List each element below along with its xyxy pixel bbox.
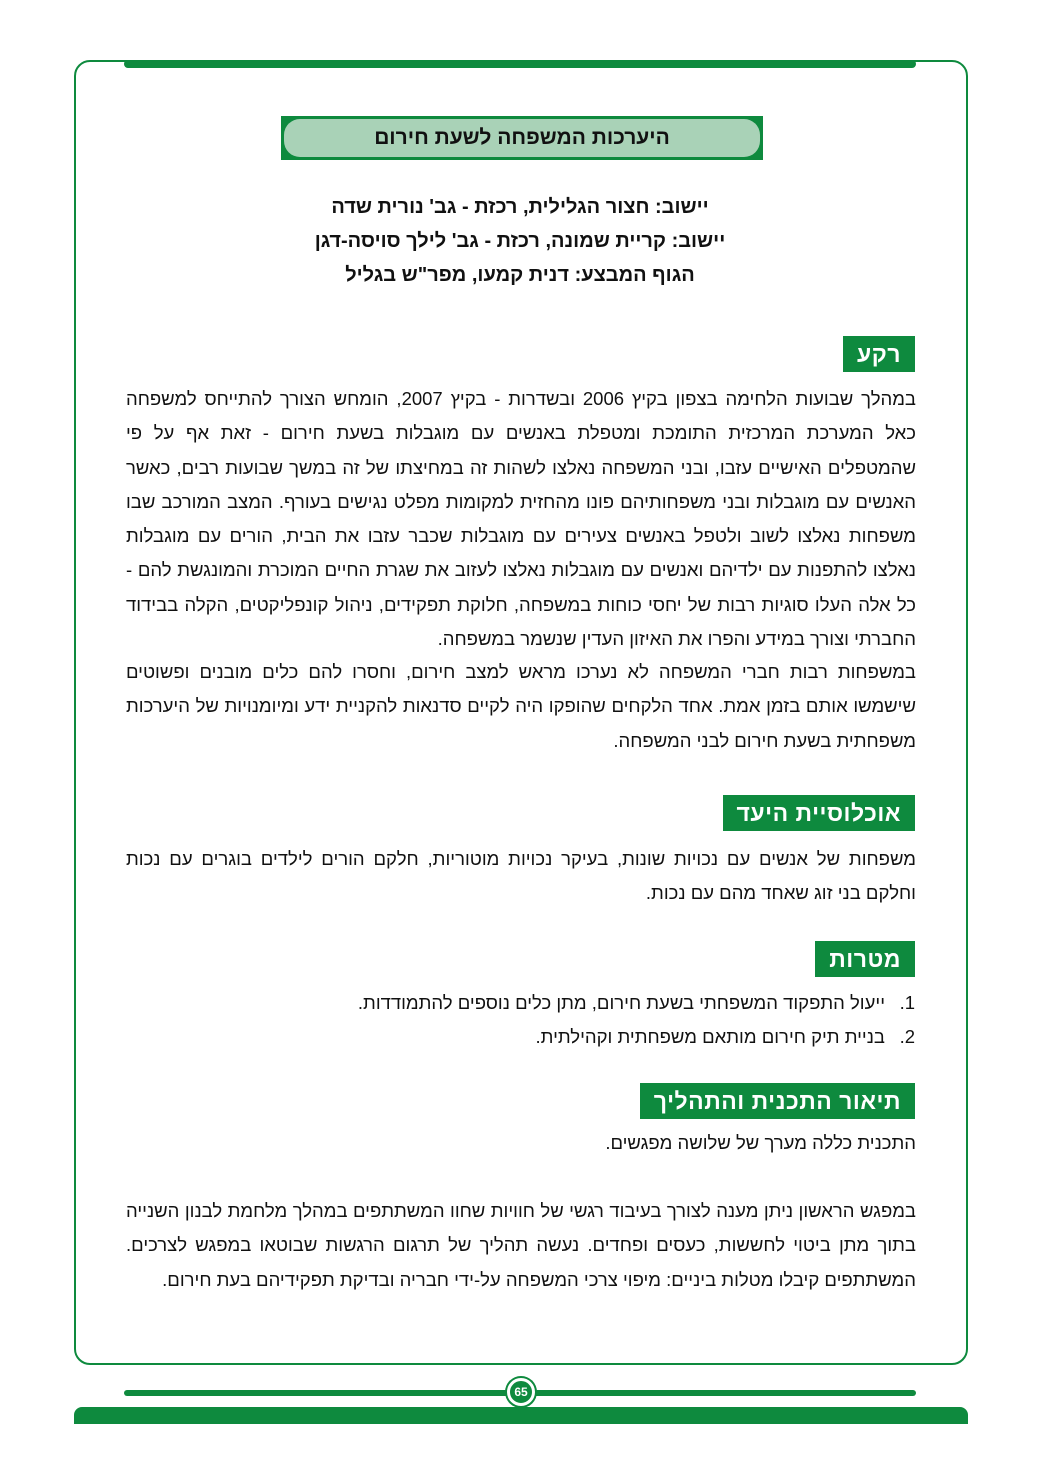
background-paragraph-2: במשפחות רבות חברי המשפחה לא נערכו מראש למצב חירום, וחסרו להם כלים מובנים ופשוטים שישמשו אותם בזמן אמת. אחד הלקחים שהופקו היה לקיים סדנאות להקניית ידע ומיומנויות של היערכות משפחתית בשעת חירום לבני המשפחה. <box>126 661 916 751</box>
list-item <box>125 986 915 1020</box>
credits-block <box>150 190 890 292</box>
section-heading-goals: מטרות <box>815 941 915 977</box>
top-decorative-bar <box>124 60 916 68</box>
title-banner <box>281 116 763 160</box>
target-paragraph: משפחות של אנשים עם נכויות שונות, בעיקר נכויות מוטוריות, חלקם הורים לילדים בוגרים עם נכות וחלקם בני זוג שאחד מהם עם נכות. <box>126 848 916 904</box>
background-paragraph-1: במהלך שבועות הלחימה בצפון בקיץ 2006 ובשדרות - בקיץ 2007, הומחש הצורך להתייחס למשפחה כאל המערכת המרכזית התומכת ומטפלת באנשים עם מוגבלות בשעת חירום - זאת אף על פי שהמטפלים האישיים עזבו, ובני המשפחה נאלצו לשהות זה במחיצתו של זה במשך שבועות רבים, כאשר האנשים עם מוגבלות ובני משפחותיהם פונו מהחזית למקומות מפלט נגישים בעורף. המצב המורכב שבו משפחות נאלצו לשוב ולטפל באנשים צעירים עם מוגבלות שכבר עזבו את הבית, הורים עם מוגבלות נאלצו להתפנות עם ילדיהם ואנשים עם מוגבלות נאלצו לעזוב את שגרת החיים המוכרת והמונגשת להם - כל אלה העלו סוגיות רבות של יחסי כוחות במשפחה, חלוקת תפקידים, ניהול קונפליקטים, הקלה בבידוד החברתי וצורך במידע והפרו את האיזון העדין שנשמר במשפחה. <box>126 388 916 650</box>
list-item-number: 2. <box>899 1026 915 1047</box>
page-number: 65 <box>507 1378 535 1406</box>
credit-line: יישוב: חצור הגלילית, רכזת - גב' נורית שדה <box>331 196 709 218</box>
list-item-number: 1. <box>899 992 915 1013</box>
credit-line: יישוב: קריית שמונה, רכזת - גב' לילך סויסה-דגן <box>314 230 726 252</box>
section-heading-program: תיאור התכנית והתהליך <box>640 1083 915 1119</box>
section-heading-background: רקע <box>843 336 915 372</box>
list-item-text: ייעול התפקוד המשפחתי בשעת חירום, מתן כלים נוספים להתמודדות. <box>357 992 885 1013</box>
bottom-decorative-band <box>74 1407 968 1424</box>
goals-list <box>125 986 915 1054</box>
list-item <box>125 1020 915 1054</box>
list-item-text: בניית תיק חירום מותאם משפחתית וקהילתית. <box>535 1026 885 1047</box>
credit-line: הגוף המבצע: דנית קמעו, מפר"ש בגליל <box>345 264 695 286</box>
program-intro: התכנית כללה מערך של שלושה מפגשים. <box>605 1132 916 1153</box>
section-heading-target: אוכלוסיית היעד <box>723 795 915 831</box>
program-paragraph: במפגש הראשון ניתן מענה לצורך בעיבוד רגשי של חוויות שחוו המשתתפים במהלך מלחמת לבנון השנייה בתוך מתן ביטוי לחששות, כעסים ופחדים. נעשה תהליך של תרגום הרגשות שבוטאו במפגש לצרכים. המשתתפים קיבלו מטלות ביניים: מיפוי צרכי המשפחה על-ידי חבריה ובדיקת תפקידיהם בעת חירום. <box>126 1200 916 1290</box>
page-title: היערכות המשפחה לשעת חירום <box>284 119 760 157</box>
